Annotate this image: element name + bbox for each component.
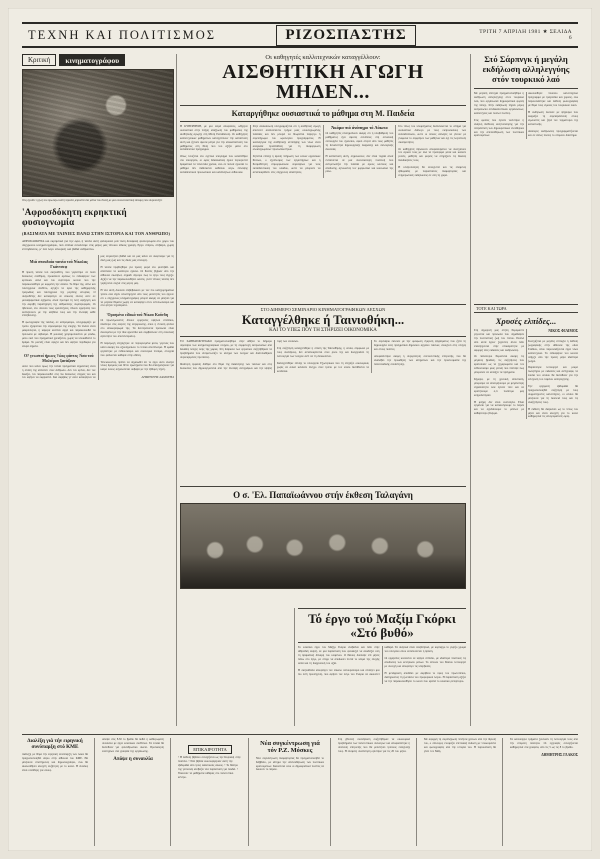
right-lower-col-1b: Παράλληλα λειτουργεί και μικρό πωλητήριο με εκδόσεις και αντίγραφα, τα έσοδα του οποίου θα διατεθούν για την ενίσχυση του ταμείου αλληλεγγύης. [528,366,578,382]
bottom-col-1 [22,738,88,773]
chrisses-box-header [474,304,578,313]
column-separator-gorky [294,608,295,726]
bottom-col-5-text: Στη χθεσινή συνεδρίαση συζητήθηκαν τα οικονομικά προβλήματα των πολιτιστικών συλλόγων και αποφασίστηκε η σύσταση επιτροπής που θα μελετήσει τρόπους ενίσχυσής τους. Η επόμενη συνάντηση ορίστηκε για τις 20 του μήνα. [338,738,410,753]
bottom-col-4-title: Νέα συγκέντρωση γιά τόν Ρ.Ζ. Μόσκες [260,740,320,755]
gorky-headline: Τό έργο τού Μαξίμ Γκόρκι «Στό βυθό» [298,608,466,639]
bottom-col-4-text: Νέα συγκέντρωση διαμαρτυρίας θα πραγματοποιηθεί το Σάββατο, με αίτημα την απελευθέρωση των πολιτικών κρατουμένων. Καλούνται όλοι οι δημοκρατικοί πολίτες να δώσουν το παρών. [256,756,324,772]
left-subhead-3: 'Ορισμένο είδικά τού Νίκου Κούνδη [106,312,169,318]
right-col-1b: Στις ομιλίες που έγιναν τονίστηκε η ανάγκη διεθνούς κινητοποίησης για την υπεράσπιση των δημοκρατικών ελευθεριών και την απελευθέρωση των πολιτικών κρατουμένων. [474,118,524,138]
center-col-4b: Οι καθηγητές δηλώνουν αποφασισμένοι να συνεχίσουν τον αγώνα τους με όλα τα πρόσφορα μέσα και καλούν γονείς, μαθητές και φορείς να στηρίξουν τις δίκαιες διεκδικήσεις τους. [398,147,466,163]
seminar-col-2b: Καταγγέλθηκε επίσης το υπουργείο Εξωτερικών που τη στηρίζει οικονομικά, χωρίς να ασκεί κανέναν έλεγχο στον τρόπο με τον οποίο διατίθενται τα κονδύλια. [277,361,369,373]
seminar-col-3b: Αποφασίστηκε ακόμη η συγκρότηση συντονιστικής επιτροπής, που θα αναλάβει την προώθηση των αιτημάτων και την προετοιμασία της πανελλαδικής συνάντησης. [374,354,466,366]
right-lower-col-2b: Η έκθεση θα διαρκέσει ως το τέλος του μήνα και είναι ανοιχτή για το κοινό καθημερινά τις απογευματινές ώρες. [528,407,578,419]
right-headline: Στό Σάρπνγκ ή μεγάλη εκδήλωση αλληλεγγύης στόν τουρκικό λαό [482,54,570,85]
left-headline: 'Αφροσδόκητη εκρηκτική φυσιογνωμία [22,206,127,227]
center-subheadline: Καταργήθηκε ουσιαστικά το μάθημα στη Μ. Παιδεία [231,109,415,118]
column-separator-left [176,54,177,726]
exhibition-photo [180,503,466,589]
seminar-subheadline: ΚΑΙ ΤΟ ΥΠΕΞ ΠΟΥ ΤΗ ΣΤΗΡΙΖΕΙ ΟΙΚΟΝΟΜΙΚΑ [269,328,377,334]
left-body-2: Η φωτογραφία της ταινίας, σε ασπρόμαυρο, υπογραμμίζει με τρόπο εξαιρετικό την ατμόσφαιρα της εποχής. Τα πλάνα είναι μακρόσυρτα, η κάμερα κινείται αργά και παρακολουθεί τα πρόσωπα με σεβασμό. Η μουσική χρησιμοποιείται με φειδώ, μόνο εκεί που πραγματικά χρειάζεται, χωρίς να υποκαθιστά το δράμα. Το μοντάζ είναι σφιχτό και δεν αφήνει περιθώρια για νεκρά σημεία. [22,321,96,348]
bottom-col-3-text: • Η έκθεση βιβλίου συνεχίζεται ως την Κυριακή στην πλατεία. • Νέα βιβλία κυκλοφόρησαν αυτή την εβδομάδα από τρεις εκδοτικούς οίκους. • Το θέατρο της γειτονιάς ανεβάζει νέα παράσταση για παιδιά. • Ξεκινούν τα μαθήματα κιθάρας στο πολιτιστικό κέντρο. [178,756,241,779]
left-subheadline: (ΒΑΣΙΜΑΤΑ ΜΕ ΤΑΙΝΙΕΣ ΠΑΝΩ ΣΤΗΝ ΙΣΤΟΡΙΑ ΚΑΙ ΤΟΝ ΑΝΘΡΩΠΟ) [22,230,171,236]
bottom-col-3 [178,738,242,779]
center-col-1b: Οπως τονίζεται στο σχετικό υπόμνημα που κατατέθηκε στο υπουργείο, οι ώρες διδασκαλίας έχουν περιοριστεί δραματικά τα τελευταία χρόνια, ενώ σε πολλά σχολεία το μάθημα δεν διδάσκεται καθόλου λόγω έλλειψης εκπαιδευτικού προσωπικού και κατάλληλων αιθουσών. [180,155,248,174]
bottom-col-2-text: Απόψε στις 8.30 το βράδυ θα δοθεί η καθιερωμένη συναυλία με έργα κλασικών συνθετών. Τα έσοδα θα διατεθούν για φιλανθρωπικό σκοπό. Προπώληση εισιτηρίων στα γραφεία της οργάνωσης. [102,738,164,753]
center-mini-headline: Άκόμα πιό άνάπηρο τό Λύκειο [331,125,388,130]
center-col-2: Στην ανακοίνωση υπογραμμίζεται ότι η αισθητική αγωγή αποτελεί αναπόσπαστο τμήμα μιας ολοκληρωμένης παιδείας και δεν μπορεί να θεωρείται πάρεργο ή συμπλήρωμα του ωρολογίου προγράμματος. Η καλλιέργεια της αισθητικής αντίληψης των νέων είναι αναγκαία προϋπόθεση για τη διαμόρφωση ολοκληρωμένων προσωπικοτήτων. [252,125,321,152]
seminar-article [180,304,466,373]
center-col-3b: Η κατάσταση αυτή, σημειώνουν, δεν είναι τυχαία αλλά εντάσσεται σε μια συνολικότερη πολιτική που αντιμετωπίζει την παιδεία με όρους κόστους και απόδοσης, αγνοώντας τον μορφωτικό και κοινωνικό της ρόλο. [325,154,394,174]
right-col-1: Με μεγάλη επιτυχία πραγματοποιήθηκε η εκδήλωση αλληλεγγύης στον τουρκικό λαό, που οργάνωσαν δημοκρατικοί φορείς της πόλης. Στην εκδήλωση πήραν μέρος εκπρόσωποι συνδικαλιστικών οργανώσεων, καλλιτέχνες και πολλοί πολίτες. [474,92,524,115]
exhibition-photo-block [180,486,466,589]
seminar-col-1b: Ιδιαίτερη έμφαση δόθηκε στο θέμα της διακίνησης των ταινιών και στις δυσκολίες που δημιουργούνται από την έλλειψη αντιγράφων και την υψηλή τιμή των ενοικίων. [180,340,299,370]
right-col-2b: Η εκδήλωση έκλεισε με ψήφισμα που εκφράζει τη συμπαράσταση στους αγωνιστές και ζητά τον τερματισμό της καταστολής. [528,111,578,126]
right-col-2c: Ανάλογες εκδηλώσεις προγραμματίζονται και σε άλλες πόλεις το επόμενο διάστημα. [528,129,578,137]
seminar-headline: Καταγγέλθηκε ή Ταινιοθήκη... [241,313,405,327]
chrisses-col-2: Σήμερα, με τη χρονική απόσταση, μπορούμε να αποτιμήσουμε με μεγαλύτερη νηφαλιότητα όσα έγιναν τότε και να κρατήσουμε ό,τι πολύτιμο μας κληροδότησαν. [474,377,524,397]
gorky-col-2b: Η μετάφραση αποδίδει με ακρίβεια το ύφος του πρωτοτύπου, διατηρώντας τη ζωντάνια του προφορικού λόγου. Η παράσταση αξίζει να την παρακολουθήσει το κοινό που αγαπά το κλασικό ρεπερτόριο. [384,671,466,683]
gorky-col-2: Οι ερμηνείες κινούνται σε υψηλό επίπεδο, με ιδιαίτερα πειστικές τις αποδόσεις των κεντρικών ρόλων. Το σύνολο του θιάσου λειτουργεί με συνοχή και αποφεύγει τις υπερβολές. [384,657,466,668]
bottom-col-2-title: Απόψε η συναυλία [113,756,153,762]
bottom-col-6-text: Με αφορμή τη συμπλήρωση πενήντα χρόνων από την ίδρυσή του, ο σύλλογος ετοιμάζει επετειακή έκδοση με ντοκουμέντα και φωτογραφίες από την ιστορία του. Η παρουσίαση θα γίνει τον Μάη. [424,738,496,753]
right-column-top [474,54,578,139]
bottom-band [22,734,578,850]
chrisses-col-1b: Οι παλιότεροι θυμούνται ακόμη τις μεγάλες βραδιές, τις συζητήσεις που κρατούσαν ως τα ξημερώματα και τον ενθουσιασμό μιας γενιάς που πίστεψε πως μπορούσε να αλλάξει τα πράγματα. [474,355,524,375]
center-col-2b: Ζητείται επίσης η άμεση πλήρωση των κενών οργανικών θέσεων, ο εξοπλισμός των εργαστηρίων και η θεσμοθέτηση επιμορφωτικών σεμιναρίων για τους εκπαιδευτικούς του κλάδου, ώστε να μπορούν να ανταποκριθούν στις σύγχρονες απαιτήσεις. [252,155,321,174]
left-body-6: Οι πρωταγωνιστές δίνουν ερμηνείες υψηλού επιπέδου, ιδιαίτερα στις σκηνές της σύγκρουσης, όπου η ένταση φτάνει στο αποκορύφωμά της. Τα δευτερεύοντα πρόσωπα είναι δουλεμένα με την ίδια φροντίδα και συμβάλλουν στη συνολική αρτιότητα του αποτελέσματος. [100,319,174,338]
center-lead-article [180,54,466,178]
seminar-col-3: Το σεμινάριο έκλεισε με την ομόφωνη έγκριση ψηφίσματος που ζητά τη δημιουργία ενός πραγματικά δημόσιου αρχείου ταινιών, ανοιχτού στις λέσχες και στους πολίτες. [374,340,466,351]
left-subhead-1: Μιά σπουδαία ταινία τού Νίκολας Γκάντσεφ [29,259,88,270]
review-badge-cinema: κινηματογράφου [59,54,125,66]
bottom-col-2 [102,738,164,764]
center-col-4c: Η κινητοποίηση θα συνεχιστεί και τις επόμενες εβδομάδες με παραστάσεις διαμαρτυρίας και ενημερωτικές εκδηλώσεις σε όλη τη χώρα. [398,166,466,177]
bottom-col-1-title: Διαλέξη γιά τήν ειρηνική συνύπαρξη στό ΚΜΕ [27,738,83,751]
review-badge-kritiki: Κριτική [22,54,56,66]
left-byline: ΔΗΜΗΤΡΗΣ ΣΑΜΟΥΗΛ [141,375,174,380]
gorky-col-1: Το κλασικό έργο του Μαξίμ Γκόρκι ανεβαίνει και πάλι στην αθηναϊκή σκηνή, σε μια παράσταση που φιλοδοξεί να αναδείξει όλη τη δραματική δύναμη του κειμένου. Ο θίασος δούλεψε επί μήνες πάνω στο έργο, με στόχο να αποδώσει πιστά το κλίμα της εποχής αλλά και τη διαχρονική του αξία. [298,646,380,665]
seminar-col-1: ΤΟ ΣΑΒΒΑΤΟΚΥΡΙΑΚΟ πραγματοποιήθηκε στην Αθήνα το διήμερο σεμινάριο των κινηματογραφικών λεσχών, με τη συμμετοχή εκπροσώπων από δεκάδες λέσχες όλης της χώρας. Στη διάρκεια των εργασιών συζητήθηκαν τα προβλήματα που αντιμετωπίζει το κίνημα των λεσχών και διατυπώθηκαν συγκεκριμένες προτάσεις. [180,340,272,359]
issue-info: ΤΡΙΤΗ 7 ΑΠΡΙΛΗ 1981 ★ ΣΕΛΙΔΑ 6 [479,29,572,41]
bottom-col-1-text: Διάλεξη με θέμα την ειρηνική συνύπαρξη των λαών θα πραγματοποιηθεί αύριο στην αίθουσα του ΚΜΕ. Θα μιλήσουν επιστήμονες και δημοσιογράφοι, ενώ θα ακολουθήσει ανοιχτή συζήτηση με το κοινό. Η είσοδος είναι ελεύθερη για όλους. [22,753,88,773]
left-body-3: Αυτό που κάνει όμως την ταινία πραγματικά σημαντική είναι η στάση της απέναντι στον άνθρωπο. Δεν τον κρίνει, δεν τον δικάζει, τον παρακολουθεί στις πιο δύσκολες στιγμές του και τον αφήνει να εκφραστεί. Και ακριβώς γι' αυτό καταφέρνει να μας συγκινήσει βαθιά και να μας κάνει να σκεφτούμε για τη δική μας ζωή και τις δικές μας επιλογές. [22,255,174,380]
left-body-7: Η παραγωγή στηρίχτηκε σε περιορισμένα μέσα, γεγονός που κάνει ακόμη πιο αξιοσημείωτο το τελικό αποτέλεσμα. Η ομάδα εργάστηκε με ενθουσιασμό και συλλογικό πνεύμα, στοιχεία που φαίνονται καθαρά στην οθόνη. [100,341,174,357]
seminar-label: ΣΤΟ ΔΙΗΜΕΡΟ ΣΕΜΙΝΑΡΙΟ ΚΙΝΗΜΑΤΟΓΡΑΦΙΚΩΝ ΛΕΣΧΩΝ [180,304,466,312]
seminar-col-2: Στη συζήτηση καταγγέλθηκε η στάση της Ταινιοθήκης, η οποία, σύμφωνα με τους συνέδρους, δεν ανταποκρίνεται στον ρόλο της και δυσχεραίνει τη λειτουργία των λεσχών αντί να τη διευκολύνει. [277,347,369,358]
center-col-3: Οι καθηγητές επισημαίνουν ακόμη ότι η υποβάθμιση του μαθήματος έχει άμεσες συνέπειες στη συνολική λειτουργία του σχολείου, αφού στερεί από τους μαθητές τη δυνατότητα δημιουργικής έκφρασης και συλλογικής δουλειάς. [325,132,394,151]
left-body-5: Η νέα αυτή δουλειά επιβεβαιώνει με τον πιο κατηγορηματικό τρόπο όσα είχαν υποστηριχτεί από τους μελετητές του έργου: ότι ο σύγχρονος κινηματογράφος μπορεί ακόμη να μιλήσει για τα μεγάλα θέματα χωρίς να καταφύγει στον εντυπωσιασμό και στα φτηνά τεχνάσματα. [100,288,174,308]
chrisses-title: Χρυσές ελπίδες... [495,316,557,326]
film-photo-caption: Ολη σχεδόν η ζωή του πρωταγωνιστή περνάει μπροστά στα μάτια του θεατή με μια εικονοπλαστική δύναμη που συγκλονίζει [22,198,163,202]
left-subhead-2: Ο? γνωστοί ήρωες ?ώος φάντες ?ίσα τού Μολιέρου ξανάζουν [23,352,94,363]
masthead [22,22,578,48]
right-lower-col-2: Την ερχόμενη εβδομάδα θα πραγματοποιηθεί συζήτηση με τους συμμετέχοντες καλλιτέχνες, οι οποίοι θα μιλήσουν για τη δουλειά τους και τις αναζητήσεις τους. [528,385,578,404]
chrisses-column [474,304,578,419]
paper-name: ΡΙΖΟΣΠΑΣΤΗΣ [276,25,415,46]
gorky-col-1b: Η σκηνοθεσία αποφεύγει τον εύκολο νατουραλισμό και επιλέγει μια πιο λιτή προσέγγιση, που αφήνει τον λόγο του Γκόρκι να ακουστεί καθαρά. Τα σκηνικά είναι υποβλητικά, με κυρίαρχο το γκρίζο χρώμα του υπογείου όπου εκτυλίσσεται η δράση. [298,646,466,676]
right-lower-col-1: Συνεχίζεται με μεγάλη επιτυχία η έκθεση ζωγραφικής στην αίθουσα της οδού Σταδίου, όπου παρουσιάζονται έργα νέων καλλιτεχνών. Το ενδιαφέρον του κοινού υπήρξε από την πρώτη μέρα ιδιαίτερα ζωηρό. [528,340,578,363]
right-col-2: Ακολούθησε πλούσιο καλλιτεχνικό πρόγραμμα με τραγούδια και χορούς, ενώ παρουσιάστηκε και έκθεση φωτογραφίας με θέμα τους αγώνες του τουρκικού λαού. [528,92,578,108]
column-separator-right [470,54,471,726]
left-body-1: Η πρώτη ταινία τού σκηνοθέτη, που γυρίστηκε σε πολύ δύσκολες συνθήκες, προκάλεσε αμέσως το ενδιαφέρον των κριτικών αλλά και του ευρύτερου κοινού που την παρακολούθησε με κομμένη την ανάσα. Το θέμα της, απλό και ταυτόχρονα σύνθετο, αγγίζει τα όρια της καθημερινής τραγωδίας και ταυτόχρονα της μεγάλης ιστορίας. Ο σκηνοθέτης δεν καταφεύγει σε εύκολες λύσεις ούτε σε μελοδραματικά σχήματα, αλλά προτιμά τη λιτή αφήγηση και την ακριβή παρατήρηση της ανθρώπινης συμπεριφοράς. Οι ηθοποιοί, στο σύνολό τους ερασιτέχνες, δίνουν ερμηνείες που εκπλήσσουν με την αλήθεια τους και την έλλειψη κάθε επιτήδευσης. [22,271,96,318]
bottom-col-6 [424,738,496,754]
left-intro: ΑΠΡΟΣΔΟΚΗΤΑ και εκρηκτικά για την ώρα, ή ταινία αυτή φανερώνει μιά τόση δυναμική φυσιογνωμία στο χώρο του σύγχρονου κινηματογράφου, πού σπάνια συναντάμε στις μέρες μας τέτοιου είδους γραφή. Εργο στέρεο, στιβαρό, χωρίς επιτηδεύσεις, μ' ένα λόγο ειλικρινή και βαθιά ανθρώπινο. [22,238,174,252]
review-badge [22,54,174,66]
bottom-col-4 [256,738,324,772]
chrisses-col-2b: Η μνήμη δεν είναι νοσταλγία. Είναι εργαλείο για να κατανοήσουμε το παρόν και να σχεδιάσουμε το μέλλον με καθαρότερο βλέμμα. [474,400,524,416]
epikairotita-badge: ΕΠΙΚΑΙΡΟΤΗΤΑ [188,745,232,754]
gorky-article [298,608,466,684]
section-title: ΤΕΧΝΗ ΚΑΙ ΠΟΛΙΤΙΣΜΟΣ [28,27,216,42]
left-column [22,54,174,380]
bottom-col-5 [338,738,410,754]
center-col-4: Στο τέλος του υπομνήματος διατυπώνεται το αίτημα για ουσιαστικό διάλογο με τους εκπροσώπους των εκπαιδευτικών, ώστε οι όποιες αλλαγές να γίνουν με γνώμονα το συμφέρον των μαθητών και όχι τις λογιστικές σκοπιμότητες. [398,125,466,144]
bottom-col-7 [510,738,578,757]
film-photo [22,69,174,197]
center-headline: ΑΙΣΘΗΤΙΚΗ ΑΓΩΓΗ ΜΗΔΕΝ... [222,61,424,103]
center-kicker: Οι καθηγητές καλλιτεχνικών καταγγέλλουν: [265,54,381,61]
center-col-1: Η ΚΥΒΕΡΝΗΣΗ, με μια σειρά αποφάσεις, οδήγησε ουσιαστικά στην πλήρη απαξίωση του μαθήματος της αισθητικής αγωγής στη Μέση Εκπαίδευση. Οι καθηγητές καλλιτεχνικών μαθημάτων καταγγέλλουν την κατάσταση αυτή και ζητούν άμεσα μέτρα για την αποκατάσταση του μαθήματος στη θέση που του αξίζει μέσα στο εκπαιδευτικό πρόγραμμα. [180,125,248,152]
chrisses-box-left-label: ΤΟΤΕ ΚΑΙ ΤΩΡΑ [476,306,507,311]
bottom-signature: ΔΗΜΗΤΡΗΣ ΓΛΑΚΟΣ [541,752,578,757]
left-body-4: Η ταινία προβλήθηκε για πρώτη φορά στο φεστιβάλ και απέσπασε τα καλύτερα σχόλια. Οι θεατές βγήκαν από την αίθουσα σιωπηλοί, σημάδι σίγουρο πως το έργο τους άγγιξε. Αξίζει να την παρακολουθήσει κανείς, γιατί τέτοιες ταινίες δεν γυρίζονται συχνά στις μέρες μας. [100,266,174,285]
chrisses-signature: ΝΙΚΟΣ ΦΙΛΙΜΟΣ [548,329,578,333]
exhibition-headline: Ο σ. 'Ελ. Παπαϊωάννου στήν έκθεση Ταλαγάνη [180,486,466,500]
left-body-8: Τελειώνοντας, πρέπει να σημειωθεί ότι το έργο αυτό ανοίγει νέους δρόμους και θέτει ερωτήματα που θα απασχολήσουν για καιρό όσους ασχολούνται σοβαρά με την έβδομη τέχνη. [100,360,174,372]
bottom-col-7-text: Τα καινούργια τμήματα ξεκινούν τη λειτουργία τους από την επόμενη Δευτέρα. Οι εγγραφές συνεχίζονται καθημερινά στα γραφεία, από τις 5 ως τις 8 το βράδυ. [510,738,578,749]
chrisses-col-1: Στη σημερινή μας στήλη θυμόμαστε γεγονότα και πρόσωπα που σημάδεψαν την πολιτιστική ζωή του τόπου. Πολλά από αυτά έχουν ξεχαστεί, άλλα πάλι επανέρχονται στην επικαιρότητα με αφορμή νέες εκδόσεις και εκδηλώσεις. [474,329,524,352]
newspaper-sheet [8,8,592,851]
